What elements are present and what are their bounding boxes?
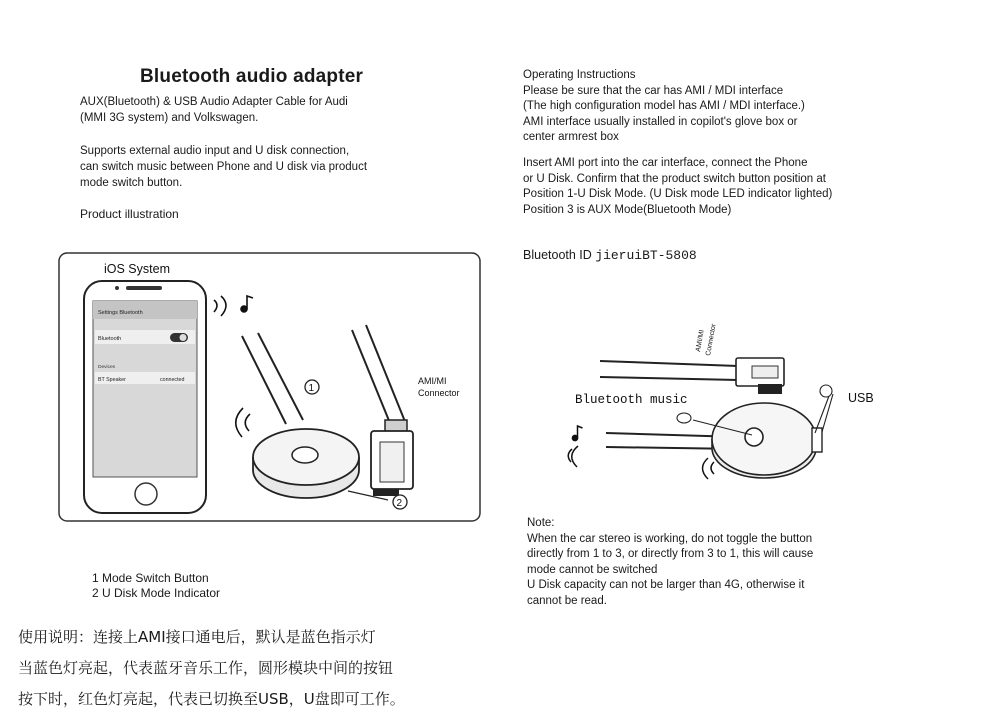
note-line: cannot be read. <box>527 594 607 607</box>
usb-port <box>812 428 822 452</box>
phone-bt-label: Bluetooth <box>98 336 122 342</box>
bluetooth-module <box>712 403 822 478</box>
note-line: When the car stereo is working, do not toggle the button <box>527 532 813 545</box>
intro-line: AUX(Bluetooth) & USB Audio Adapter Cable for Audi <box>80 96 348 108</box>
connector-label: AMI/MI <box>695 329 706 353</box>
music-note-icon <box>568 426 582 467</box>
connector-label: Connector <box>705 323 718 357</box>
operating-line: Position 3 is AUX Mode(Bluetooth Mode) <box>523 203 732 216</box>
operating-line: Insert AMI port into the car interface, connect the Phone <box>523 156 808 169</box>
product-title: Bluetooth audio adapter <box>140 66 364 87</box>
operating-line: (The high configuration model has AMI / MDI interface.) <box>523 100 805 113</box>
illustration-label: Product illustration <box>80 207 179 221</box>
phone-header: Settings Bluetooth <box>98 310 143 316</box>
callout-2-number: 2 <box>396 498 403 509</box>
connector-label: AMI/MI <box>418 376 447 386</box>
legend-item: 2 U Disk Mode Indicator <box>92 586 221 600</box>
wave-icon <box>703 458 715 479</box>
operating-line: or U Disk. Confirm that the product switch button position at <box>523 172 826 185</box>
note-line: mode cannot be switched <box>527 563 658 576</box>
operating-line: Please be sure that the car has AMI / MDI interface <box>523 84 784 97</box>
usb-label: USB <box>848 391 874 405</box>
note-line: directly from 1 to 3, or directly from 3 to 1, this will cause <box>527 548 814 561</box>
ami-connector <box>736 358 784 394</box>
bluetooth-music-label: Bluetooth music <box>575 393 688 407</box>
description-line: mode switch button. <box>80 177 183 189</box>
chinese-line: 当蓝色灯亮起，代表蓝牙音乐工作，圆形模块中间的按钮 <box>18 659 394 677</box>
operating-line: Position 1-U Disk Mode. (U Disk mode LED indicator lighted) <box>523 188 833 201</box>
bluetooth-id-value: jieruiBT-5808 <box>595 248 697 263</box>
chinese-line: 按下时，红色灯亮起，代表已切换至USB，U盘即可工作。 <box>18 690 405 708</box>
phone-device-name: BT Speaker <box>98 377 126 383</box>
operating-line: AMI interface usually installed in copilot's glove box or <box>523 115 798 128</box>
panel-title: iOS System <box>104 262 170 276</box>
connector-label: Connector <box>418 388 460 398</box>
callout-1-number: 1 <box>308 383 315 394</box>
note-heading: Note: <box>527 517 555 529</box>
phone-devices-label: Devices <box>98 365 116 370</box>
operating-line: center armrest box <box>523 131 619 144</box>
phone-device-status: connected <box>160 377 185 383</box>
bluetooth-id-label: Bluetooth ID <box>523 248 592 262</box>
legend-item: 1 Mode Switch Button <box>92 571 209 585</box>
chinese-line: 使用说明：连接上AMI接口通电后，默认是蓝色指示灯 <box>18 628 376 646</box>
description-line: can switch music between Phone and U disk via product <box>80 161 368 173</box>
note <box>527 516 947 610</box>
note-line: U Disk capacity can not be larger than 4G, otherwise it <box>527 579 805 592</box>
operating-heading: Operating Instructions <box>523 69 636 81</box>
intro-line: (MMI 3G system) and Volkswagen. <box>80 112 259 124</box>
description-line: Supports external audio input and U disk connection, <box>80 145 350 157</box>
